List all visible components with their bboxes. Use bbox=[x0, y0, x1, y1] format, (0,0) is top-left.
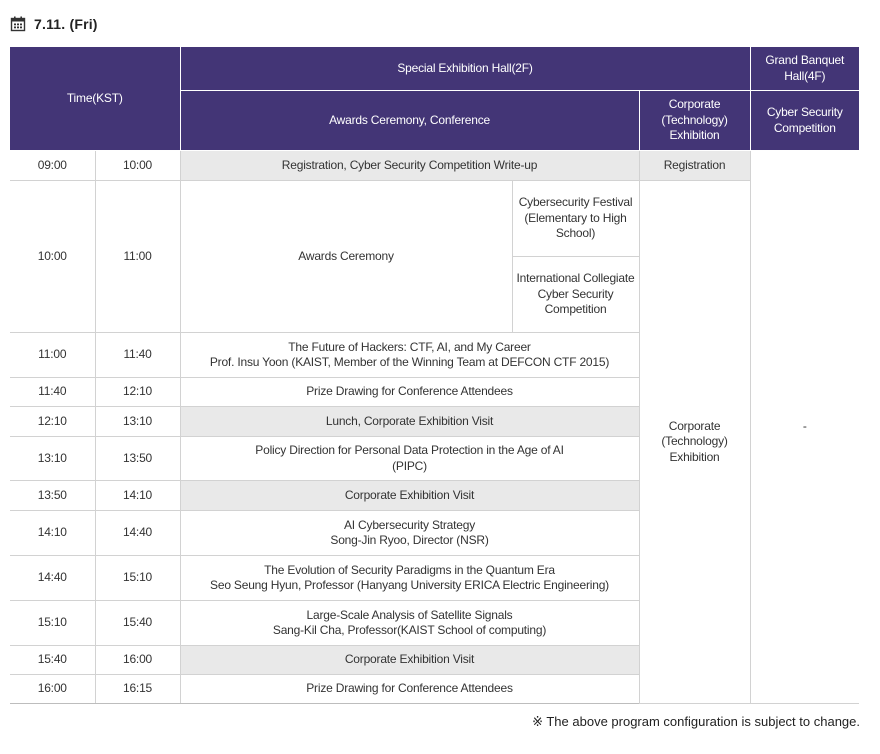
program-cell: Corporate Exhibition Visit bbox=[180, 646, 639, 675]
end-time: 16:15 bbox=[95, 675, 180, 704]
date-label: 7.11. (Fri) bbox=[34, 16, 98, 32]
program-speaker: Song-Jin Ryoo, Director (NSR) bbox=[330, 533, 489, 547]
end-time: 11:40 bbox=[95, 333, 180, 378]
banquet-hall-cell: - bbox=[750, 151, 859, 704]
date-heading bbox=[10, 14, 98, 34]
schedule-table bbox=[10, 46, 859, 704]
program-cell bbox=[180, 556, 639, 601]
program-cell bbox=[180, 333, 639, 378]
program-title: AI Cybersecurity Strategy bbox=[343, 517, 476, 532]
program-cell: Registration, Cyber Security Competition Write-up bbox=[180, 151, 639, 181]
end-time: 15:10 bbox=[95, 556, 180, 601]
table-row bbox=[10, 151, 859, 181]
corporate-exhibition-cell: Corporate (Technology) Exhibition bbox=[639, 181, 750, 704]
end-time: 15:40 bbox=[95, 601, 180, 646]
start-time: 14:10 bbox=[10, 511, 95, 556]
header-time: Time(KST) bbox=[10, 47, 180, 151]
end-time: 16:00 bbox=[95, 646, 180, 675]
start-time: 13:50 bbox=[10, 481, 95, 511]
table-row bbox=[10, 181, 859, 257]
header-grand-banquet-hall: Grand Banquet Hall(4F) bbox=[750, 47, 859, 91]
program-speaker: Sang-Kil Cha, Professor(KAIST School of computing) bbox=[272, 623, 547, 637]
corporate-registration-cell: Registration bbox=[639, 151, 750, 181]
start-time: 12:10 bbox=[10, 407, 95, 437]
header-special-exhibition-hall: Special Exhibition Hall(2F) bbox=[180, 47, 750, 91]
start-time: 11:40 bbox=[10, 378, 95, 407]
end-time: 13:10 bbox=[95, 407, 180, 437]
program-title: The Evolution of Security Paradigms in the Quantum Era bbox=[264, 562, 555, 577]
change-notice: ※ The above program configuration is subject to change. bbox=[532, 714, 860, 729]
start-time: 09:00 bbox=[10, 151, 95, 181]
program-cell: Awards Ceremony bbox=[180, 181, 512, 333]
sub-program-cell: Cybersecurity Festival (Elementary to High School) bbox=[512, 181, 639, 257]
header-cyber-security-competition: Cyber Security Competition bbox=[750, 91, 859, 151]
program-cell: Prize Drawing for Conference Attendees bbox=[180, 378, 639, 407]
start-time: 15:10 bbox=[10, 601, 95, 646]
end-time: 12:10 bbox=[95, 378, 180, 407]
start-time: 10:00 bbox=[10, 181, 95, 333]
program-cell bbox=[180, 601, 639, 646]
program-title: The Future of Hackers: CTF, AI, and My Career bbox=[288, 339, 531, 354]
program-cell: Lunch, Corporate Exhibition Visit bbox=[180, 407, 639, 437]
program-speaker: Prof. Insu Yoon (KAIST, Member of the Winning Team at DEFCON CTF 2015) bbox=[209, 355, 610, 369]
start-time: 14:40 bbox=[10, 556, 95, 601]
program-speaker: (PIPC) bbox=[392, 458, 427, 473]
start-time: 13:10 bbox=[10, 437, 95, 481]
program-cell bbox=[180, 437, 639, 481]
end-time: 11:00 bbox=[95, 181, 180, 333]
sub-program-cell: International Collegiate Cyber Security Competition bbox=[512, 257, 639, 333]
header-awards-conference: Awards Ceremony, Conference bbox=[180, 91, 639, 151]
program-speaker: Seo Seung Hyun, Professor (Hanyang University ERICA Electric Engineering) bbox=[210, 578, 609, 592]
program-title: Large-Scale Analysis of Satellite Signals bbox=[306, 607, 513, 622]
start-time: 16:00 bbox=[10, 675, 95, 704]
end-time: 10:00 bbox=[95, 151, 180, 181]
start-time: 15:40 bbox=[10, 646, 95, 675]
program-cell bbox=[180, 511, 639, 556]
program-cell: Corporate Exhibition Visit bbox=[180, 481, 639, 511]
program-title: Policy Direction for Personal Data Protection in the Age of AI bbox=[255, 443, 564, 457]
end-time: 14:40 bbox=[95, 511, 180, 556]
calendar-icon bbox=[10, 16, 26, 32]
start-time: 11:00 bbox=[10, 333, 95, 378]
end-time: 13:50 bbox=[95, 437, 180, 481]
program-cell: Prize Drawing for Conference Attendees bbox=[180, 675, 639, 704]
end-time: 14:10 bbox=[95, 481, 180, 511]
header-corporate-exhibition: Corporate (Technology) Exhibition bbox=[639, 91, 750, 151]
